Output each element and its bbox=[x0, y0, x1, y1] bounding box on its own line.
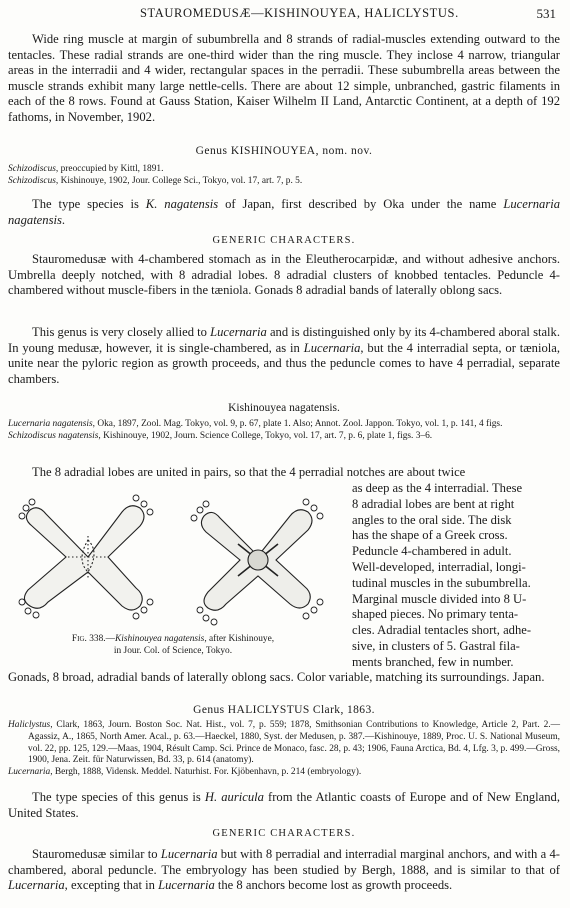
description-line: Marginal muscle divided into 8 U- bbox=[352, 591, 527, 606]
text-segment: The type species is bbox=[32, 197, 146, 211]
caption-line bbox=[8, 634, 338, 646]
kishinouyea-generic-characters: Stauromedusæ with 4-chambered stomach as in the Eleutherocarpidæ, and without adhesive anchors. Umbrella deeply notched, with 8 adradial lobes. 8 adradial clusters of knobbed tentacles. Peduncle 4-chambered without muscle-fibers in the tæniola. Gonads 8 adradial bands of laterally oblong sacs. bbox=[8, 252, 560, 298]
text-segment: of Japan, first described by Oka under the name bbox=[218, 197, 504, 211]
text-segment: The type species of this genus is bbox=[32, 790, 205, 804]
species-description-bottom: Gonads, 8 broad, adradial bands of laterally oblong sacs. Color variable, matching its surroundings. Japan. bbox=[8, 670, 545, 684]
description-line: 8 adradial lobes are bent at right bbox=[352, 496, 515, 511]
description-line: as deep as the 4 interradial. These bbox=[352, 481, 523, 495]
synonym-line bbox=[8, 419, 560, 431]
caption-line: in Jour. Col. of Science, Tokyo. bbox=[113, 645, 233, 656]
description-line: ments branched, few in number. bbox=[352, 654, 514, 669]
species-name: K. nagatensis bbox=[145, 197, 219, 211]
page-header bbox=[0, 6, 570, 22]
genus-kishinouyea-heading: Genus KISHINOUYEA, nom. nov. bbox=[195, 145, 373, 157]
genus-name: Lucernaria bbox=[160, 847, 218, 861]
genus-name: Lucernaria bbox=[210, 325, 267, 339]
genus-haliclystus-heading: Genus HALICLYSTUS Clark, 1863. bbox=[193, 704, 375, 716]
haliclystus-prev-paragraph: Wide ring muscle at margin of subumbrella and 8 strands of radial-muscles extending outward to the tentacles. These radial strands are one-third wider than the ring muscle. They inclose 4 narrow, triangular areas in the interradii and 4 wider, rectangular spaces in the perradii. These subumbrella areas between the muscle strands exhibit many large nettle-cells. There are about 12 simple, unbranched, gastric filaments in each of the 8 rows. Found at Gauss Station, Kaiser Wilhelm II Land, Antarctic Continent, at a depth of 192 fathoms, in November, 1902. bbox=[8, 32, 560, 124]
synonym-line bbox=[8, 164, 560, 176]
synonym-name: Lucernaria nagatensis bbox=[8, 419, 93, 429]
description-line: Well-developed, interradial, longi- bbox=[352, 559, 526, 574]
generic-characters-heading: GENERIC CHARACTERS. bbox=[212, 828, 356, 839]
synonym-rest: , Clark, 1863, Journ. Boston Soc. Nat. Hist., vol. 7, p. 559; 1878, Smithsonian Contributions to Knowledge, Article 2, Part. 2.—Agassiz, A., 1865, North Amer. Acal., p. 63.—Haeckel, 1880, Syst. der Medusen, p. 387.—Kishinouye, 1889, Proc. U. S. National Museum, vol. 22, pp. 125, 129.—Maas, 1904, Résult Camp. Sci. Prince de Monaco, fasc. 28, p. 43; 1906, Fauna Arctica, Bd. 4, Lfg. 3, p. 499.—Gross, 1900, Jena. Zeit. für Naturwissen, Bd. 33, p. 614 (anatomy). bbox=[28, 720, 560, 766]
medusa-illustration bbox=[8, 484, 338, 630]
description-line: tudinal muscles in the subumbrella. bbox=[352, 575, 531, 590]
synonym-name: Schizodiscus nagatensis bbox=[8, 430, 99, 441]
figure-338 bbox=[8, 484, 338, 630]
text-segment: Stauromedusæ similar to bbox=[32, 847, 161, 861]
haliclystus-synonymy bbox=[8, 720, 560, 779]
genus-name: Lucernaria bbox=[303, 340, 361, 355]
species-name: Lucernaria nagatensis bbox=[8, 197, 561, 227]
medusa-right-drawing bbox=[201, 510, 312, 611]
kishinouyea-synonymy bbox=[8, 164, 560, 188]
synonym-line bbox=[8, 767, 560, 779]
text-segment: , excepting that in bbox=[64, 878, 159, 893]
species-synonymy bbox=[8, 419, 560, 443]
synonym-line bbox=[8, 720, 560, 767]
species-name: H. auricula bbox=[204, 790, 264, 804]
text-segment: . bbox=[61, 212, 66, 227]
text-segment: from the Atlantic coasts of Europe and of New England, United States. bbox=[8, 790, 561, 820]
caption-text: , after Kishinouye, bbox=[204, 634, 275, 644]
description-line: shaped pieces. No primary tenta- bbox=[352, 607, 519, 622]
species-description-top: The 8 adradial lobes are united in pairs, so that the 4 perradial notches are about twice bbox=[32, 465, 466, 479]
species-description-side bbox=[352, 481, 564, 671]
caption-label: Fig. 338.— bbox=[71, 634, 115, 644]
description-line: cles. Adradial tentacles short, adhe- bbox=[352, 623, 532, 638]
haliclystus-generic-characters bbox=[8, 847, 560, 894]
text-segment: , but the 4 interradial septa, or tæniola, unite near the pyloric region as growth proceeds, and thus the peduncle comes to have 4 perradial, separate chambers. bbox=[8, 340, 560, 386]
genus-name: Lucernaria bbox=[158, 878, 215, 893]
synonym-name: Schizodiscus bbox=[8, 175, 56, 186]
synonym-line bbox=[8, 431, 560, 443]
species-heading: Kishinouyea nagatensis. bbox=[228, 402, 340, 414]
kishinouyea-type-species bbox=[8, 197, 560, 228]
synonym-rest: , Kishinouye, 1902, Journ. Science College, Tokyo, vol. 17, art. 7, p. 6, plate 1, figs. 3–6. bbox=[98, 430, 433, 441]
caption-species: Kishinouyea nagatensis bbox=[114, 634, 205, 644]
medusa-left-drawing bbox=[24, 506, 144, 610]
synonym-rest: , preoccupied by Kittl, 1891. bbox=[55, 164, 164, 174]
description-line: Peduncle 4-chambered in adult. bbox=[352, 544, 512, 559]
description-line: angles to the oral side. The disk bbox=[352, 512, 512, 527]
description-line: has the shape of a Greek cross. bbox=[352, 528, 508, 543]
page-number: 531 bbox=[536, 6, 556, 21]
synonym-name: Lucernaria bbox=[8, 767, 51, 778]
synonym-name: Schizodiscus bbox=[8, 164, 56, 174]
synonym-rest: , Kishinouye, 1902, Jour. College Sci., Tokyo, vol. 17, art. 7, p. 5. bbox=[55, 175, 303, 186]
synonym-rest: , Bergh, 1888, Vidensk. Meddel. Naturhist. For. Kjöbenhavn, p. 214 (embryology). bbox=[50, 767, 362, 778]
synonym-name: Haliclystus bbox=[8, 720, 51, 730]
kishinouyea-allied-paragraph bbox=[8, 325, 560, 387]
text-segment: and is distinguished only by its 4-chambered aboral stalk. In young medusæ, however, it is single-chambered, as in bbox=[8, 325, 561, 355]
synonym-line bbox=[8, 176, 560, 188]
text-segment: but with 8 perradial and interradial marginal anchors, and with a 4-chambered, aboral peduncle. The embryology has been studied by Bergh, 1888, and is similar to that of bbox=[8, 847, 560, 877]
running-title: STAUROMEDUSÆ—KISHINOUYEA, HALICLYSTUS. bbox=[140, 6, 459, 20]
text-segment: This genus is very closely allied to bbox=[32, 325, 211, 339]
text-segment: the 8 anchors become lost as growth proceeds. bbox=[214, 878, 453, 893]
synonym-rest: , Oka, 1897, Zool. Mag. Tokyo, vol. 9, p. 67, plate 1. Also; Annot. Zool. Jappon. Tokyo, vol. 1, p. 141, 4 figs. bbox=[92, 419, 503, 429]
description-line: sive, in clusters of 5. Gastral fila- bbox=[352, 638, 520, 653]
genus-name: Lucernaria bbox=[8, 878, 65, 893]
figure-caption bbox=[8, 634, 338, 658]
haliclystus-type-species bbox=[8, 790, 560, 821]
generic-characters-heading: GENERIC CHARACTERS. bbox=[212, 235, 356, 246]
